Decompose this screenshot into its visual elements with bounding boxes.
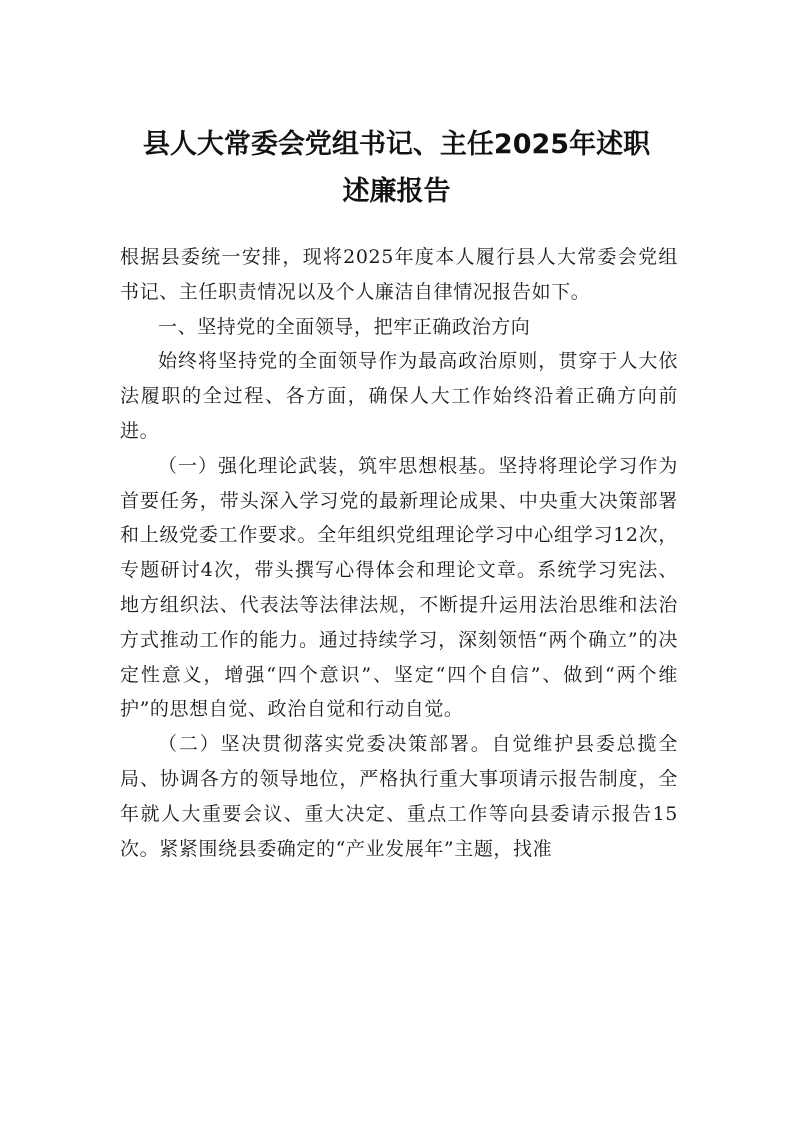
document-title-line-2: 述廉报告: [342, 176, 451, 207]
body-paragraph: 始终将坚持党的全面领导作为最高政治原则，贯穿于人大依法履职的全过程、各方面，确保人大工作始终沿着正确方向前进。: [120, 350, 678, 442]
document-title-line-1: 县人大常委会党组书记、主任2025年述职: [142, 129, 651, 160]
section-heading-1: 一、坚持党的全面领导，把牢正确政治方向: [158, 315, 531, 338]
body-paragraph: （一）强化理论武装，筑牢思想根基。坚持将理论学习作为首要任务，带头深入学习党的最新理论成果、中央重大决策部署和上级党委工作要求。全年组织党组理论学习中心组学习12次，专题研讨4次，带头撰写心得体会和理论文章。系统学习宪法、地方组织法、代表法等法律法规，不断提升运用法治思维和法治方式推动工作的能力。通过持续学习，深刻领悟“两个确立”的决定性意义，增强“四个意识”、坚定“四个自信”、做到“两个维护”的思想自觉、政治自觉和行动自觉。: [120, 454, 678, 721]
intro-paragraph: 根据县委统一安排，现将2025年度本人履行县人大常委会党组书记、主任职责情况以及个人廉洁自律情况报告如下。: [120, 246, 678, 303]
document-body: [120, 240, 678, 866]
body-paragraph: （二）坚决贯彻落实党委决策部署。自觉维护县委总揽全局、协调各方的领导地位，严格执行重大事项请示报告制度，全年就人大重要会议、重大决定、重点工作等向县委请示报告15次。紧紧围绕县委确定的“产业发展年”主题，找准: [120, 733, 678, 860]
